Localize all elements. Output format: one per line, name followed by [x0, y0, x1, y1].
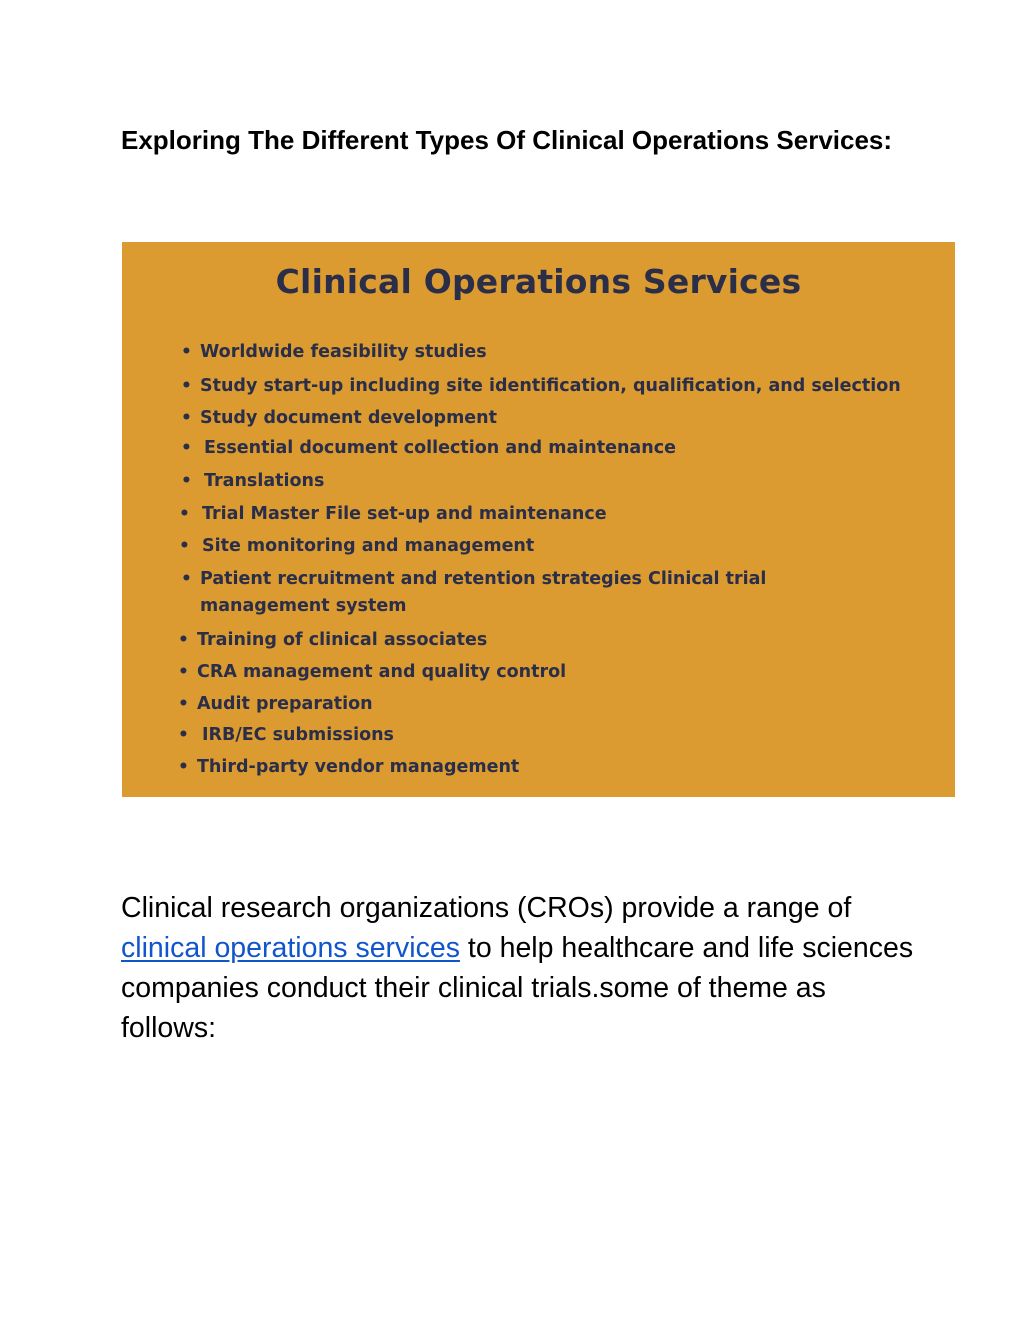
- service-list-item: [178, 754, 520, 781]
- service-list-item: [179, 533, 535, 560]
- paragraph-text-end: to help healthcare and life sciences companies conduct their clinical trials.some of theme as follows:: [121, 932, 914, 1044]
- bullet-icon: •: [179, 536, 190, 556]
- bullet-icon: •: [178, 725, 189, 745]
- bullet-icon: •: [181, 438, 192, 458]
- service-list-item: [178, 627, 488, 654]
- clinical-operations-services-link[interactable]: clinical operations services: [121, 932, 460, 964]
- service-list-item: [178, 691, 373, 718]
- service-list-item: [181, 468, 325, 495]
- bullet-icon: •: [179, 504, 190, 524]
- service-item-label: Worldwide feasibility studies: [200, 342, 487, 362]
- bullet-icon: •: [181, 408, 192, 428]
- service-list-item: [181, 566, 767, 593]
- bullet-icon: •: [181, 376, 192, 396]
- service-list-item: [181, 339, 487, 366]
- paragraph-text-start: Clinical research organizations (CROs) provide a range of: [121, 892, 852, 924]
- bullet-icon: •: [178, 757, 189, 777]
- service-item-label: Third-party vendor management: [197, 757, 520, 777]
- service-item-label: Training of clinical associates: [197, 630, 488, 650]
- service-item-label: Study document development: [200, 408, 498, 428]
- service-item-label: Audit preparation: [197, 694, 373, 714]
- service-list-item: [181, 435, 676, 462]
- service-list-item-continued: [200, 593, 406, 620]
- service-list-item: [181, 373, 901, 400]
- service-list-item: [179, 501, 607, 528]
- bullet-icon: •: [178, 662, 189, 682]
- service-item-label: Site monitoring and management: [202, 536, 535, 556]
- intro-paragraph: [121, 888, 921, 1048]
- service-list-item: [178, 722, 394, 749]
- bullet-icon: •: [178, 630, 189, 650]
- service-item-label: CRA management and quality control: [197, 662, 567, 682]
- bullet-icon: •: [181, 342, 192, 362]
- service-list-item: [178, 659, 567, 686]
- page-heading: Exploring The Different Types Of Clinical Operations Services:: [121, 125, 893, 155]
- bullet-icon: •: [178, 694, 189, 714]
- service-item-label: Translations: [204, 471, 325, 491]
- service-list-item: [181, 405, 498, 432]
- bullet-icon: •: [181, 569, 192, 589]
- service-item-label: Patient recruitment and retention strategies Clinical trial: [200, 569, 767, 589]
- service-item-label: management system: [200, 596, 407, 616]
- banner-title: Clinical Operations Services: [275, 262, 802, 301]
- bullet-icon: •: [181, 471, 192, 491]
- service-item-label: Essential document collection and maintenance: [204, 438, 676, 458]
- service-item-label: IRB/EC submissions: [202, 725, 394, 745]
- service-item-label: Trial Master File set-up and maintenance: [202, 504, 607, 524]
- service-item-label: Study start-up including site identification, qualification, and selection: [200, 376, 901, 396]
